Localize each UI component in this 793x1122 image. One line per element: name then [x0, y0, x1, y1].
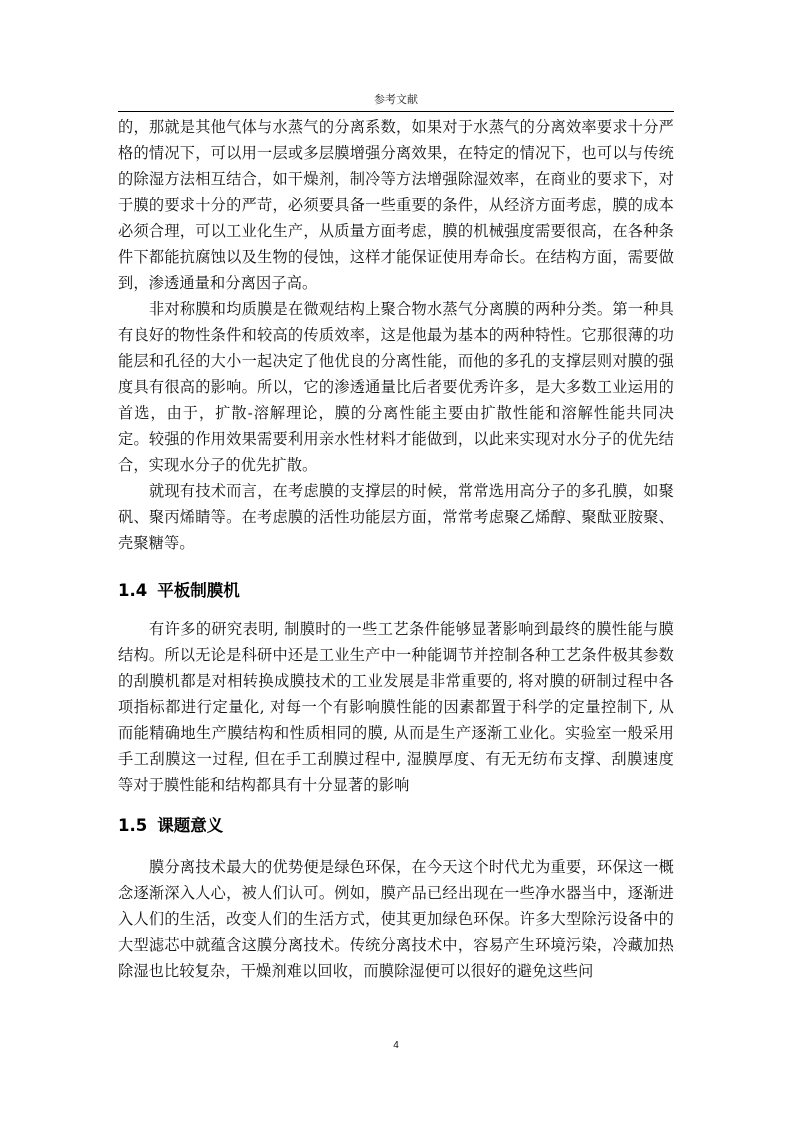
paragraph-membrane-types: 非对称膜和均质膜是在微观结构上聚合物水蒸气分离膜的两种分类。第一种具有良好的物性条件和较高的传质效率，这是他最为基本的两种特性。它那很薄的功能层和孔径的大小一起决定了他优良的分离性能，而他的多孔的支撑层则对膜的强度具有很高的影响。所以，它的渗透通量比后者要优秀许多，是大多数工业运用的首选，由于，扩散-溶解理论，膜的分离性能主要由扩散性能和溶解性能共同决定。较强的作用效果需要利用亲水性材料才能做到，以此来实现对水分子的优先结合，实现水分子的优先扩散。 [118, 300, 674, 474]
section-title: 课题意义 [157, 816, 224, 835]
paragraph-continuation: 的，那就是其他气体与水蒸气的分离系数，如果对于水蒸气的分离效率要求十分严格的情况下，可以用一层或多层膜增强分离效果，在特定的情况下，也可以与传统的除湿方法相互结合，如干燥剂，制冷等方法增强除湿效率，在商业的要求下，对于膜的要求十分的严苛，必须要具备一些重要的条件，从经济方面考虑，膜的成本必须合理，可以工业化生产，从质量方面考虑，膜的机械强度需要很高，在各种条件下都能抗腐蚀以及生物的侵蚀，这样才能保证使用寿命长。在结构方面，需要做到，渗透通量和分离因子高。 [118, 118, 674, 292]
section-number: 1.4 [118, 581, 148, 600]
page-number: 4 [393, 1040, 399, 1051]
section-heading-1-4 [118, 580, 674, 602]
section-heading-1-5 [118, 815, 674, 837]
section-number: 1.5 [118, 816, 148, 835]
paragraph-film-machine: 有许多的研究表明, 制膜时的一些工艺条件能够显著影响到最终的膜性能与膜结构。所以无论是科研中还是工业生产中一种能调节并控制各种工艺条件极其参数的刮膜机都是对相转换成膜技术的工业发展是非常重要的, 将对膜的研制过程中各项指标都进行定量化, 对每一个有影响膜性能的因素都置于科学的定量控制下, 从而能精确地生产膜结构和性质相同的膜, 从而是生产逐渐工业化。实验室一般采用手工刮膜这一过程, 但在手工刮膜过程中, 湿膜厚度、有无无纺布支撑、刮膜速度等对于膜性能和结构都具有十分显著的影响 [118, 620, 674, 794]
running-header: 参考文献 [374, 93, 418, 106]
page-body [118, 114, 674, 984]
paragraph-significance: 膜分离技术最大的优势便是绿色环保，在今天这个时代尤为重要，环保这一概念逐渐深入人心，被人们认可。例如，膜产品已经出现在一些净水器当中，逐渐进入人们的生活，改变人们的生活方式，使其更加绿色环保。许多大型除污设备中的大型滤芯中就蕴含这膜分离技术。传统分离技术中，容易产生环境污染，冷藏加热除湿也比较复杂，干燥剂难以回收，而膜除湿便可以很好的避免这些问 [118, 858, 674, 980]
section-title: 平板制膜机 [157, 581, 240, 600]
header-rule [118, 111, 674, 112]
paragraph-current-tech: 就现有技术而言，在考虑膜的支撑层的时候，常常选用高分子的多孔膜，如聚矾、聚丙烯睛等。在考虑膜的活性功能层方面，常常考虑聚乙烯醇、聚酞亚胺聚、壳聚糖等。 [118, 482, 674, 552]
